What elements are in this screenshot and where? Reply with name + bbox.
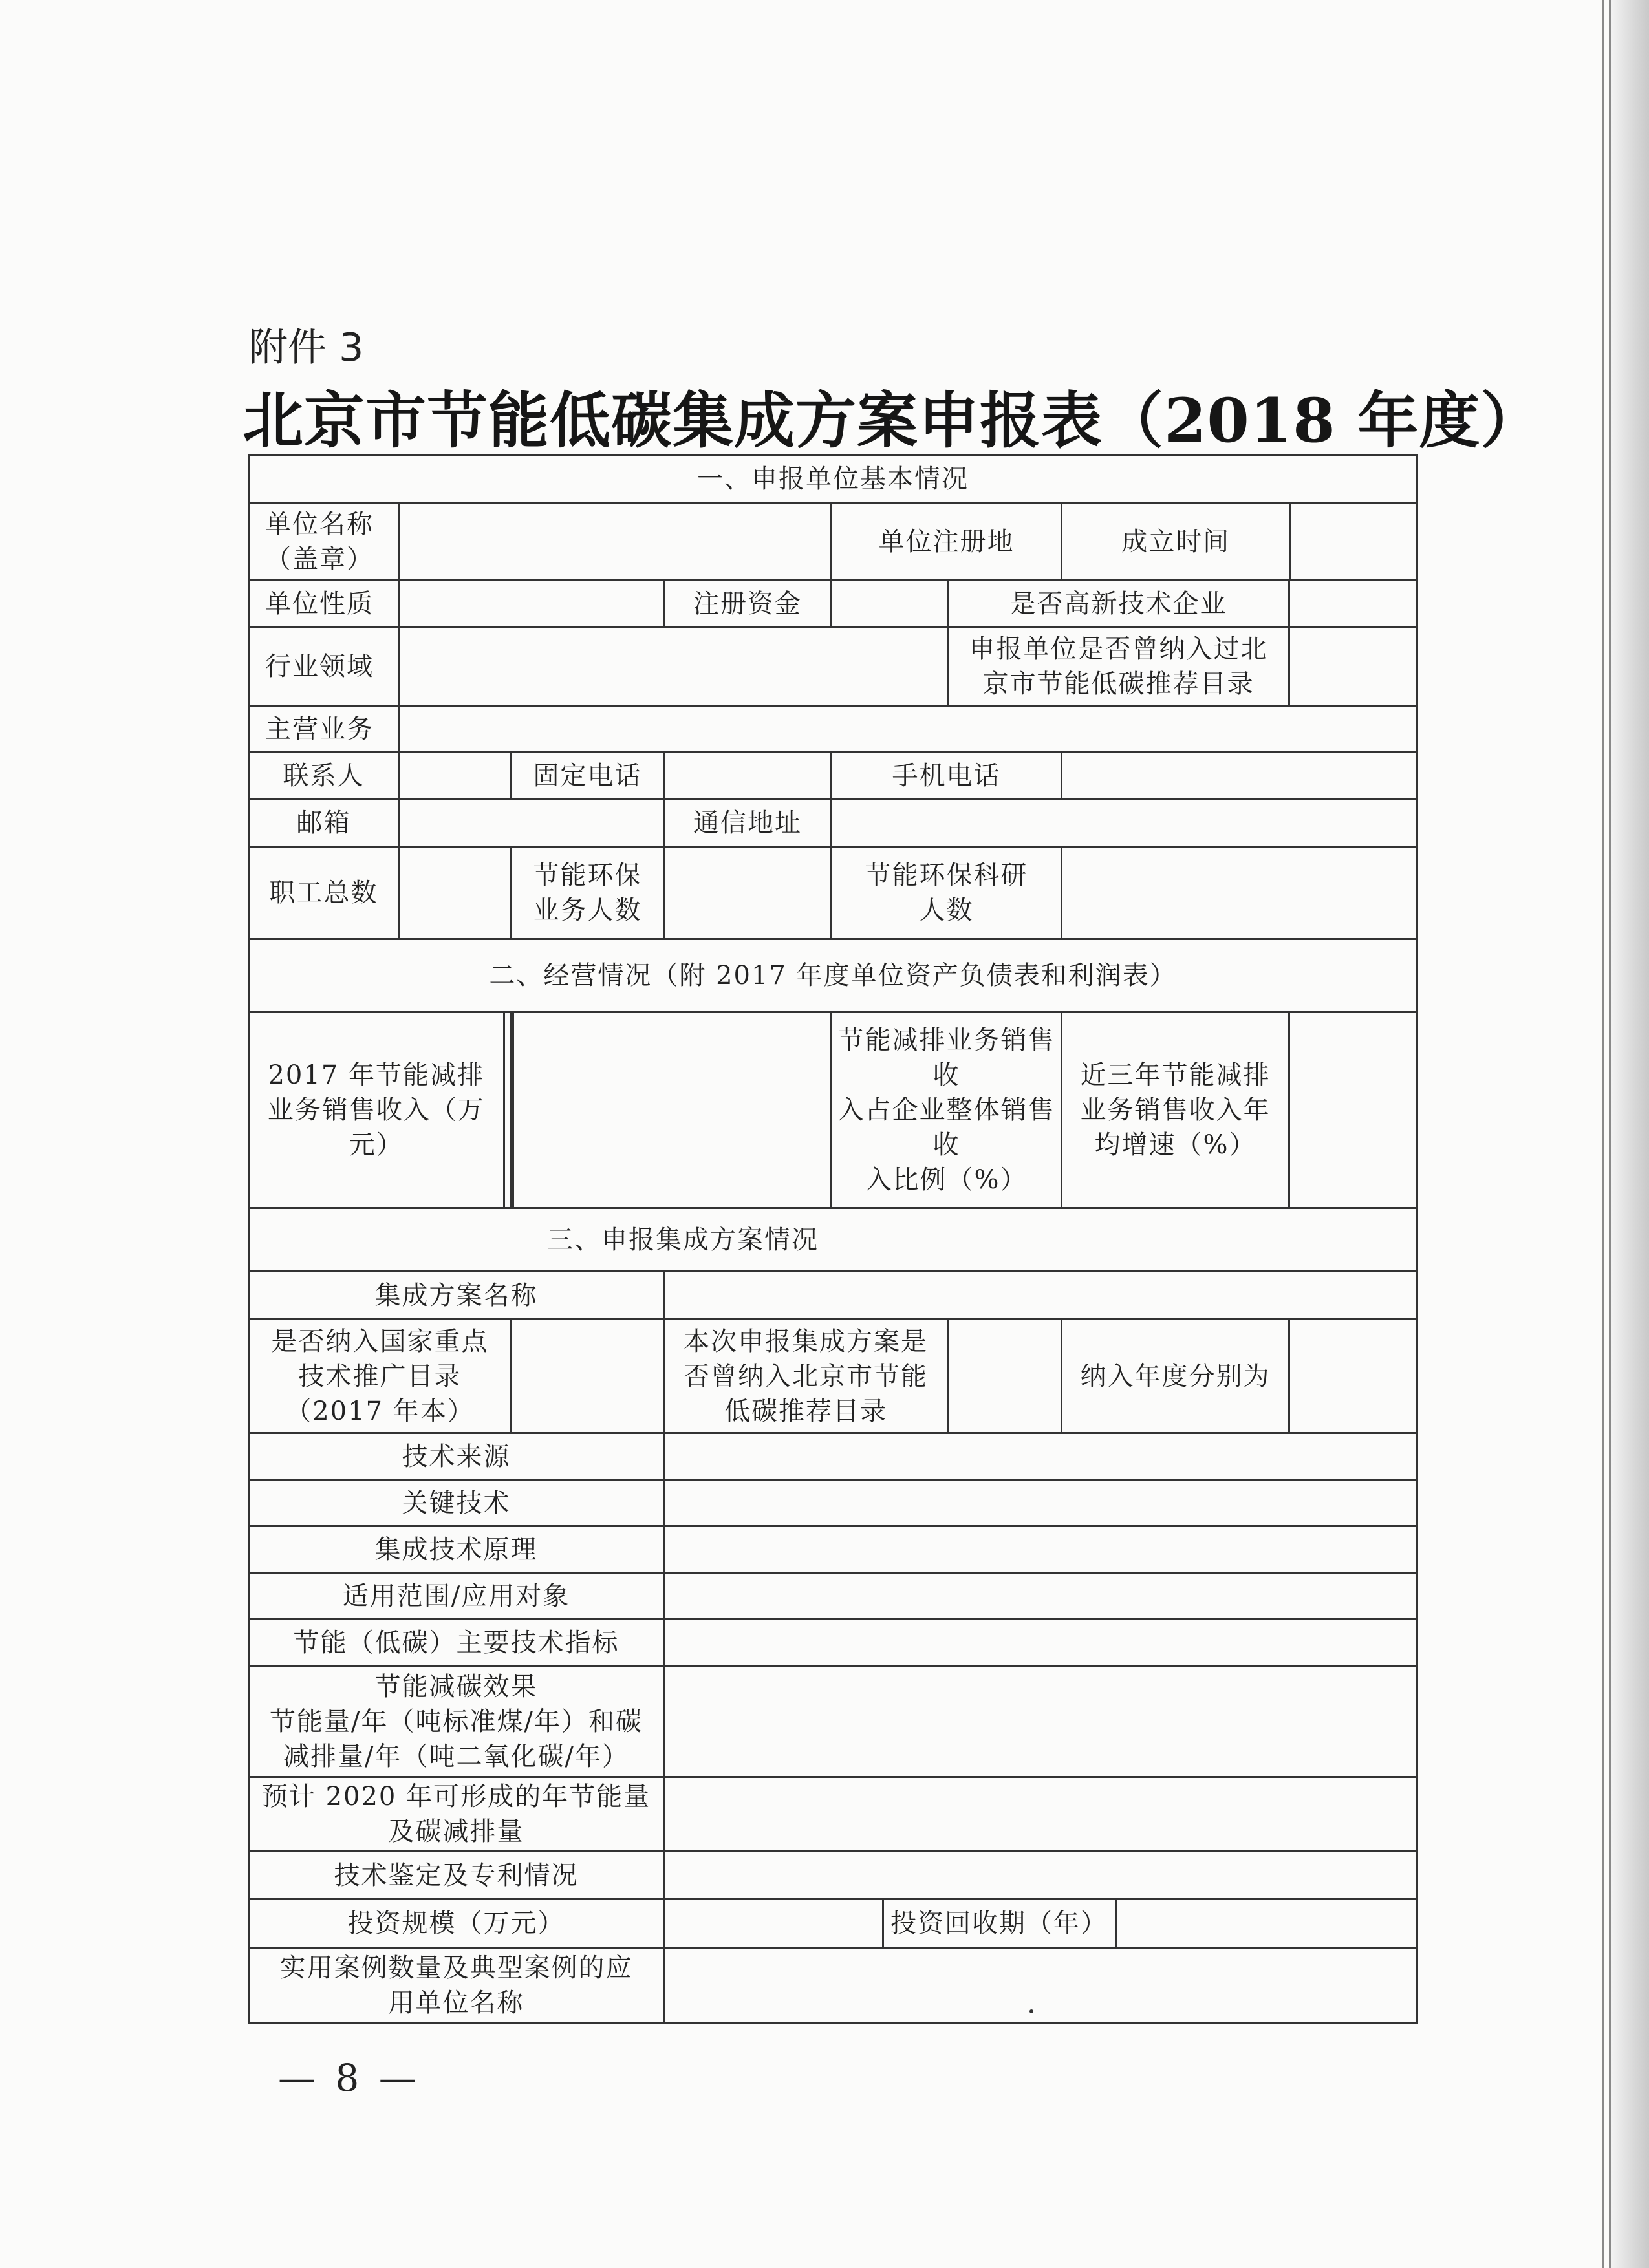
reg-capital-label: 注册资金 <box>664 581 832 627</box>
table-row <box>249 799 1417 847</box>
appraisal-label: 技术鉴定及专利情况 <box>249 1852 664 1899</box>
table-row <box>249 503 1417 581</box>
plan-name-label: 集成方案名称 <box>249 1272 664 1320</box>
reg-place-label: 单位注册地 <box>832 503 1062 581</box>
table-row <box>249 1012 1417 1208</box>
section-row <box>249 1208 1417 1272</box>
national-catalog-label: 是否纳入国家重点 技术推广目录 （2017 年本） <box>249 1320 512 1433</box>
section-3-header: 三、申报集成方案情况 <box>249 1208 1417 1272</box>
page-edge-shadow <box>1610 0 1649 2268</box>
high-tech-label: 是否高新技术企业 <box>948 581 1289 627</box>
revenue-ratio-cell <box>512 1012 832 1208</box>
section-1-header: 一、申报单位基本情况 <box>249 455 1417 503</box>
landline-label: 固定电话 <box>512 753 664 799</box>
table-row <box>249 1480 1417 1526</box>
table-row <box>249 1320 1417 1433</box>
growth-rate-field[interactable] <box>1289 1012 1417 1208</box>
table-row <box>249 1272 1417 1320</box>
nested-row <box>512 1013 830 1207</box>
main-business-label: 主营业务 <box>249 706 399 753</box>
table-row <box>249 706 1417 753</box>
form-title: 北京市节能低碳集成方案申报表（2018 年度） <box>242 385 1542 456</box>
appraisal-field[interactable] <box>664 1852 1417 1899</box>
attachment-label: 附件 3 <box>249 325 364 370</box>
mobile-field[interactable] <box>1062 753 1417 799</box>
scope-field[interactable] <box>664 1573 1417 1620</box>
industry-label: 行业领域 <box>249 627 399 706</box>
contact-field[interactable] <box>399 753 512 799</box>
est-time-label: 成立时间 <box>1062 504 1290 579</box>
application-form-table <box>248 454 1418 2024</box>
email-label: 邮箱 <box>249 799 399 847</box>
investment-field[interactable] <box>665 1900 883 1947</box>
main-business-field[interactable] <box>399 706 1417 753</box>
in-catalog-label: 申报单位是否曾纳入过北 京市节能低碳推荐目录 <box>948 627 1289 706</box>
address-label: 通信地址 <box>664 799 832 847</box>
tech-source-field[interactable] <box>664 1433 1417 1480</box>
effect-label: 节能减碳效果 节能量/年（吨标准煤/年）和碳 减排量/年（吨二氧化碳/年） <box>249 1666 664 1777</box>
table-row <box>249 1620 1417 1666</box>
payback-field[interactable] <box>1116 1900 1416 1947</box>
est-time-field[interactable] <box>1290 504 1416 579</box>
table-row <box>249 753 1417 799</box>
plan-in-catalog-field[interactable] <box>948 1320 1062 1433</box>
unit-name-field[interactable] <box>399 503 832 581</box>
indicators-field[interactable] <box>664 1620 1417 1666</box>
edge-line <box>1609 0 1611 2268</box>
section-2-header: 二、经营情况（附 2017 年度单位资产负债表和利润表） <box>249 939 1417 1012</box>
high-tech-field[interactable] <box>1289 581 1417 627</box>
investment-cell <box>664 1899 1417 1948</box>
nested-row <box>250 1013 510 1207</box>
ee-research-field[interactable] <box>1062 847 1417 939</box>
unit-name-label: 单位名称 （盖章） <box>249 503 399 581</box>
table-row <box>249 1777 1417 1852</box>
revenue-2017-label: 2017 年节能减排 业务销售收入（万 元） <box>250 1013 504 1207</box>
section-row <box>249 455 1417 503</box>
table-row <box>249 1948 1417 2023</box>
mobile-label: 手机电话 <box>832 753 1062 799</box>
scope-label: 适用范围/应用对象 <box>249 1573 664 1620</box>
investment-label: 投资规模（万元） <box>249 1899 664 1948</box>
national-catalog-field[interactable] <box>512 1320 664 1433</box>
unit-nature-label: 单位性质 <box>249 581 399 627</box>
effect-field[interactable] <box>664 1666 1417 1777</box>
contact-label: 联系人 <box>249 753 399 799</box>
section-row <box>249 939 1417 1012</box>
table-row <box>249 847 1417 939</box>
table-row <box>249 1526 1417 1573</box>
plan-name-field[interactable] <box>664 1272 1417 1320</box>
in-catalog-field[interactable] <box>1289 627 1417 706</box>
stray-dot <box>1029 2009 1033 2013</box>
table-row <box>249 627 1417 706</box>
reg-place-field[interactable] <box>1062 503 1417 581</box>
page-number: — 8 — <box>278 2056 420 2100</box>
principle-label: 集成技术原理 <box>249 1526 664 1573</box>
cases-label: 实用案例数量及典型案例的应 用单位名称 <box>249 1948 664 2023</box>
catalog-years-field[interactable] <box>1289 1320 1417 1433</box>
growth-rate-label: 近三年节能减排 业务销售收入年 均增速（%） <box>1062 1012 1289 1208</box>
payback-label: 投资回收期（年） <box>883 1900 1116 1947</box>
staff-total-field[interactable] <box>399 847 512 939</box>
plan-in-catalog-label: 本次申报集成方案是 否曾纳入北京市节能 低碳推荐目录 <box>664 1320 948 1433</box>
key-tech-field[interactable] <box>664 1480 1417 1526</box>
ee-staff-label: 节能环保 业务人数 <box>512 847 664 939</box>
table-row <box>249 1852 1417 1899</box>
table-row <box>249 1899 1417 1948</box>
table-row <box>249 581 1417 627</box>
ee-staff-field[interactable] <box>664 847 832 939</box>
forecast-2020-label: 预计 2020 年可形成的年节能量 及碳减排量 <box>249 1777 664 1852</box>
edge-line <box>1602 0 1604 2268</box>
staff-total-label: 职工总数 <box>249 847 399 939</box>
reg-capital-field[interactable] <box>832 581 948 627</box>
indicators-label: 节能（低碳）主要技术指标 <box>249 1620 664 1666</box>
tech-source-label: 技术来源 <box>249 1433 664 1480</box>
revenue-2017-cell <box>249 1012 512 1208</box>
landline-field[interactable] <box>664 753 832 799</box>
address-field[interactable] <box>832 799 1417 847</box>
email-field[interactable] <box>399 799 664 847</box>
revenue-ratio-label: 节能减排业务销售收 入占企业整体销售收 入比例（%） <box>832 1012 1062 1208</box>
ee-research-label: 节能环保科研 人数 <box>832 847 1062 939</box>
forecast-2020-field[interactable] <box>664 1777 1417 1852</box>
table-row <box>249 1666 1417 1777</box>
revenue-2017-field[interactable] <box>504 1013 510 1207</box>
nested-row <box>665 1900 1416 1947</box>
table-row <box>249 1573 1417 1620</box>
industry-field[interactable] <box>399 627 948 706</box>
revenue-2017-value-field[interactable] <box>513 1013 831 1207</box>
principle-field[interactable] <box>664 1526 1417 1573</box>
table-row <box>249 1433 1417 1480</box>
catalog-years-label: 纳入年度分别为 <box>1062 1320 1289 1433</box>
nested-row <box>1062 504 1416 579</box>
cases-field[interactable] <box>664 1948 1417 2023</box>
key-tech-label: 关键技术 <box>249 1480 664 1526</box>
unit-nature-field[interactable] <box>399 581 664 627</box>
